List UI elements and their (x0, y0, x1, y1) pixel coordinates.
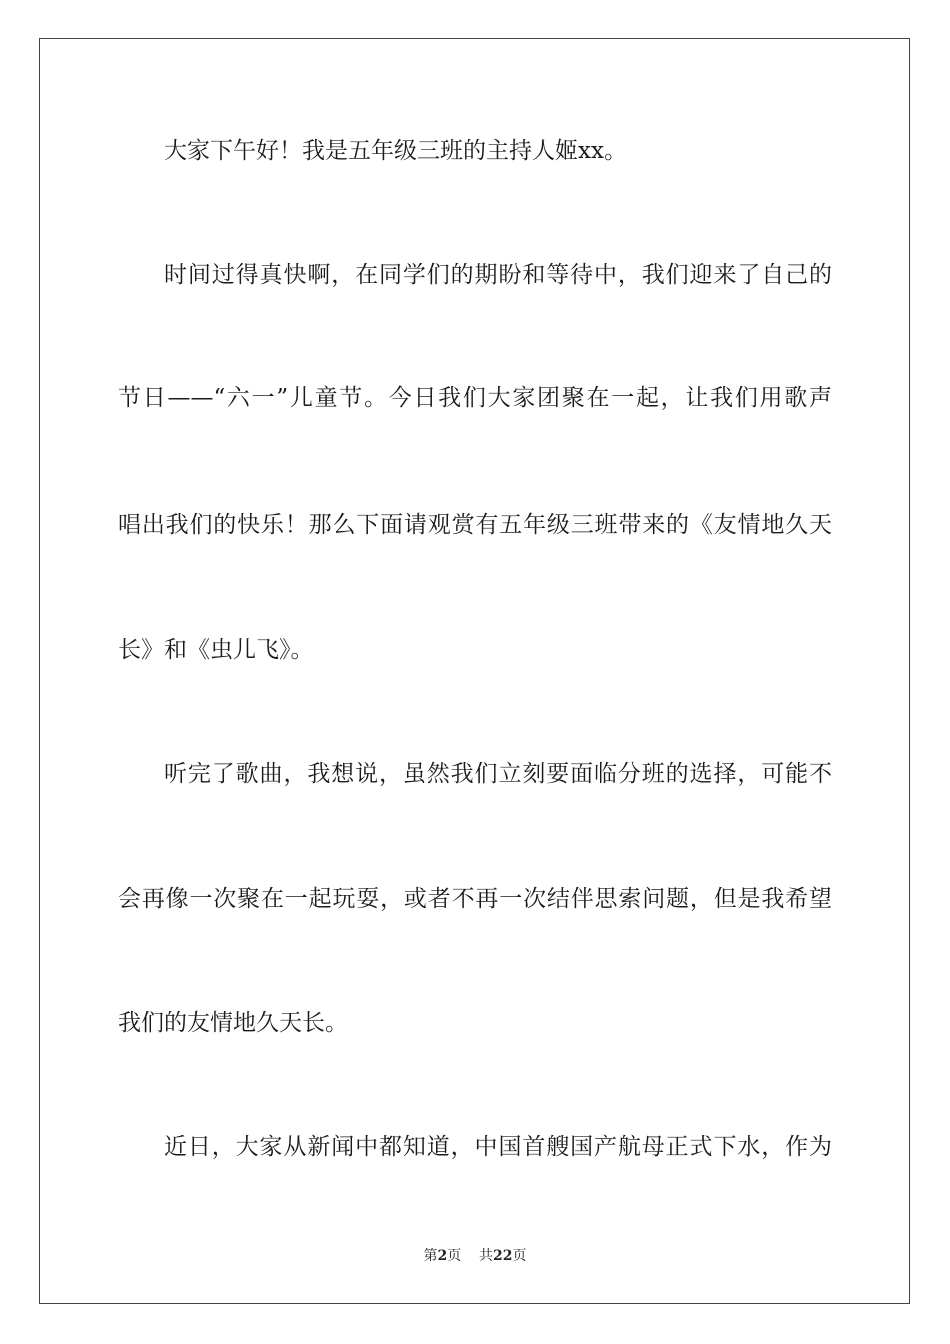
paragraph-3-line-1: 听完了歌曲，我想说，虽然我们立刻要面临分班的选择，可能不 (164, 761, 832, 787)
paragraph-2-line-2: 节日——“六一”儿童节。今日我们大家团聚在一起，让我们用歌声 (118, 385, 832, 411)
footer-page-suffix: 页 (447, 1248, 462, 1264)
page-frame (39, 38, 910, 1304)
page-footer (0, 1246, 950, 1266)
paragraph-1-line-1: 大家下午好！我是五年级三班的主持人姬xx。 (164, 138, 627, 164)
paragraph-2-line-1: 时间过得真快啊，在同学们的期盼和等待中，我们迎来了自己的 (164, 262, 832, 288)
paragraph-2-line-3: 唱出我们的快乐！那么下面请观赏有五年级三班带来的《友情地久天 (118, 512, 832, 538)
paragraph-3-line-3: 我们的友情地久天长。 (118, 1010, 348, 1036)
footer-page-number: 2 (437, 1248, 448, 1264)
paragraph-4-line-1: 近日，大家从新闻中都知道，中国首艘国产航母正式下水，作为 (164, 1134, 832, 1160)
footer-total-suffix: 页 (512, 1248, 527, 1264)
footer-page-prefix: 第 (423, 1248, 438, 1264)
paragraph-3-line-2: 会再像一次聚在一起玩耍，或者不再一次结伴思索问题，但是我希望 (118, 886, 832, 912)
footer-total-prefix: 共 (479, 1248, 494, 1264)
paragraph-2-line-4: 长》和《虫儿飞》。 (118, 637, 314, 663)
footer-total-pages: 22 (493, 1248, 513, 1264)
